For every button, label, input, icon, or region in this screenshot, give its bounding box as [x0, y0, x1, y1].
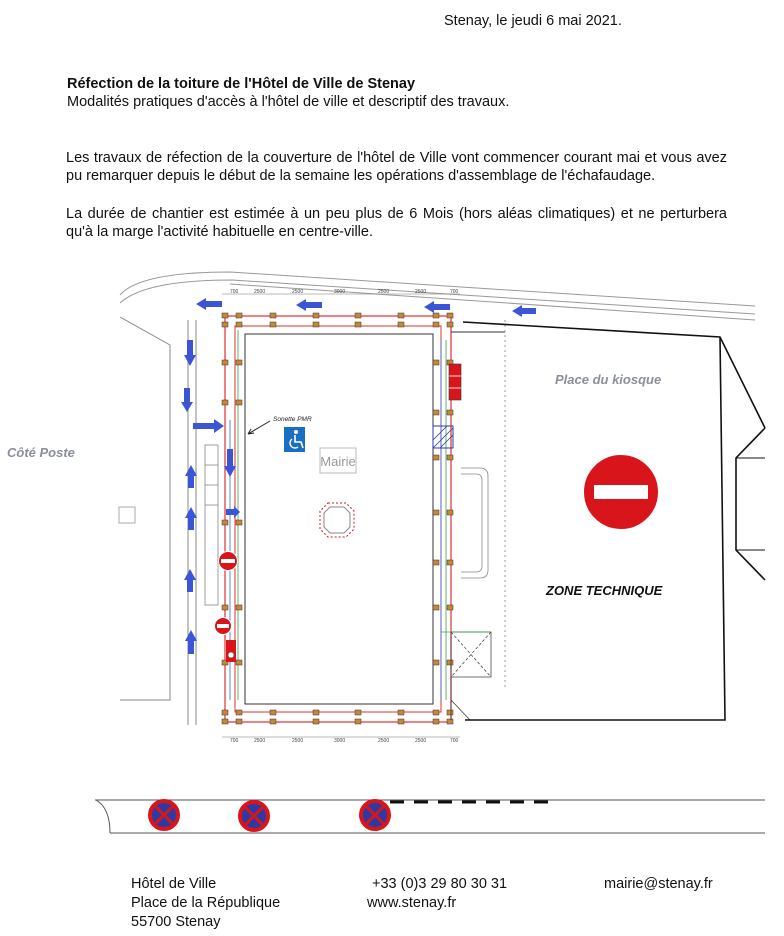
dim-top-7: 700: [450, 289, 459, 295]
right-stairs-outline: [461, 468, 488, 578]
bottom-road: [95, 800, 765, 833]
footer-org: Hôtel de Ville: [131, 876, 217, 892]
document-date: Stenay, le jeudi 6 mai 2021.: [444, 13, 622, 29]
footer-email[interactable]: mairie@stenay.fr: [604, 876, 713, 892]
no-entry-sign-large: [583, 454, 659, 530]
dimension-marks: [222, 289, 460, 744]
dim-bottom-2: 2500: [254, 738, 266, 744]
door-marker-icon: [226, 640, 236, 662]
zone-technique-label: ZONE TECHNIQUE: [546, 583, 663, 598]
dim-bottom-3: 2500: [292, 738, 304, 744]
wheelchair-access-icon: [284, 427, 305, 452]
dim-top-5: 2500: [378, 289, 390, 295]
paragraph-works: Les travaux de réfection de la couverture de l'hôtel de Ville vont commencer courant mai et vous avez pu remarquer depuis le début de la semaine les opérations d'assemblage de l'échafaudage.: [66, 150, 727, 184]
place-du-kiosque-label: Place du kiosque: [555, 372, 662, 387]
no-entry-sign-small: [215, 618, 232, 635]
dim-top-3: 2500: [292, 289, 304, 295]
dim-bottom-4: 3000: [334, 738, 346, 744]
footer-address: [131, 875, 280, 932]
footer-email-block: [604, 875, 713, 894]
site-plan: [0, 262, 784, 842]
dim-top-2: 2500: [254, 289, 266, 295]
footer-city: 55700 Stenay: [131, 914, 221, 930]
footer-website[interactable]: www.stenay.fr: [367, 895, 457, 911]
footer-phone: +33 (0)3 29 80 30 31: [372, 876, 508, 892]
no-parking-sign: [240, 802, 268, 830]
left-building-outline: [119, 317, 196, 725]
dim-bottom-1: 700: [230, 738, 239, 744]
sonette-pmr-label: Sonette PMR: [273, 416, 312, 423]
no-parking-sign: [361, 801, 389, 829]
arrow-down-icon: [224, 449, 236, 477]
footer-street: Place de la République: [131, 895, 281, 911]
footer-contact: [367, 875, 507, 913]
no-entry-sign-small: [219, 552, 238, 571]
dim-bottom-5: 2500: [378, 738, 390, 744]
arrow-left-icon: [296, 299, 322, 311]
dim-bottom-7: 700: [450, 738, 459, 744]
arrow-down-icon: [181, 388, 193, 412]
dim-bottom-6: 2500: [415, 738, 427, 744]
dim-top-4: 3000: [334, 289, 346, 295]
arrow-up-icon: [185, 507, 197, 530]
mairie-label: Mairie: [320, 454, 356, 469]
arrow-up-icon: [185, 630, 197, 654]
dim-top-1: 700: [230, 289, 239, 295]
center-octagon: [320, 503, 354, 537]
arrow-left-icon: [424, 301, 450, 313]
paragraph-duration: La durée de chantier est estimée à un peu plus de 6 Mois (hors aléas climatiques) et ne perturbera qu'à la marge l'activité habituelle en centre-ville.: [66, 206, 727, 240]
pedestrian-arrows: [181, 298, 536, 654]
scaffold-bottom-right-frame: [441, 632, 491, 720]
scaffolding: [222, 313, 505, 724]
left-stairs-outline: [205, 445, 218, 605]
arrow-up-icon: [184, 569, 196, 592]
arrow-right-icon: [193, 419, 224, 433]
document-subtitle: Modalités pratiques d'accès à l'hôtel de ville et descriptif des travaux.: [67, 94, 510, 110]
cote-poste-label: Côté Poste: [7, 445, 75, 460]
arrow-left-icon: [196, 298, 222, 310]
document-title: Réfection de la toiture de l'Hôtel de Ville de Stenay: [67, 76, 416, 92]
dim-top-6: 2500: [415, 289, 427, 295]
mairie-label-box: [320, 448, 356, 473]
arrow-left-icon: [512, 305, 536, 317]
arrow-down-icon: [184, 340, 196, 366]
sonette-pointer-arrow: [248, 421, 270, 434]
no-parking-sign: [150, 801, 178, 829]
scaffold-stair-tower: [433, 364, 461, 448]
arrow-up-icon: [185, 465, 197, 488]
